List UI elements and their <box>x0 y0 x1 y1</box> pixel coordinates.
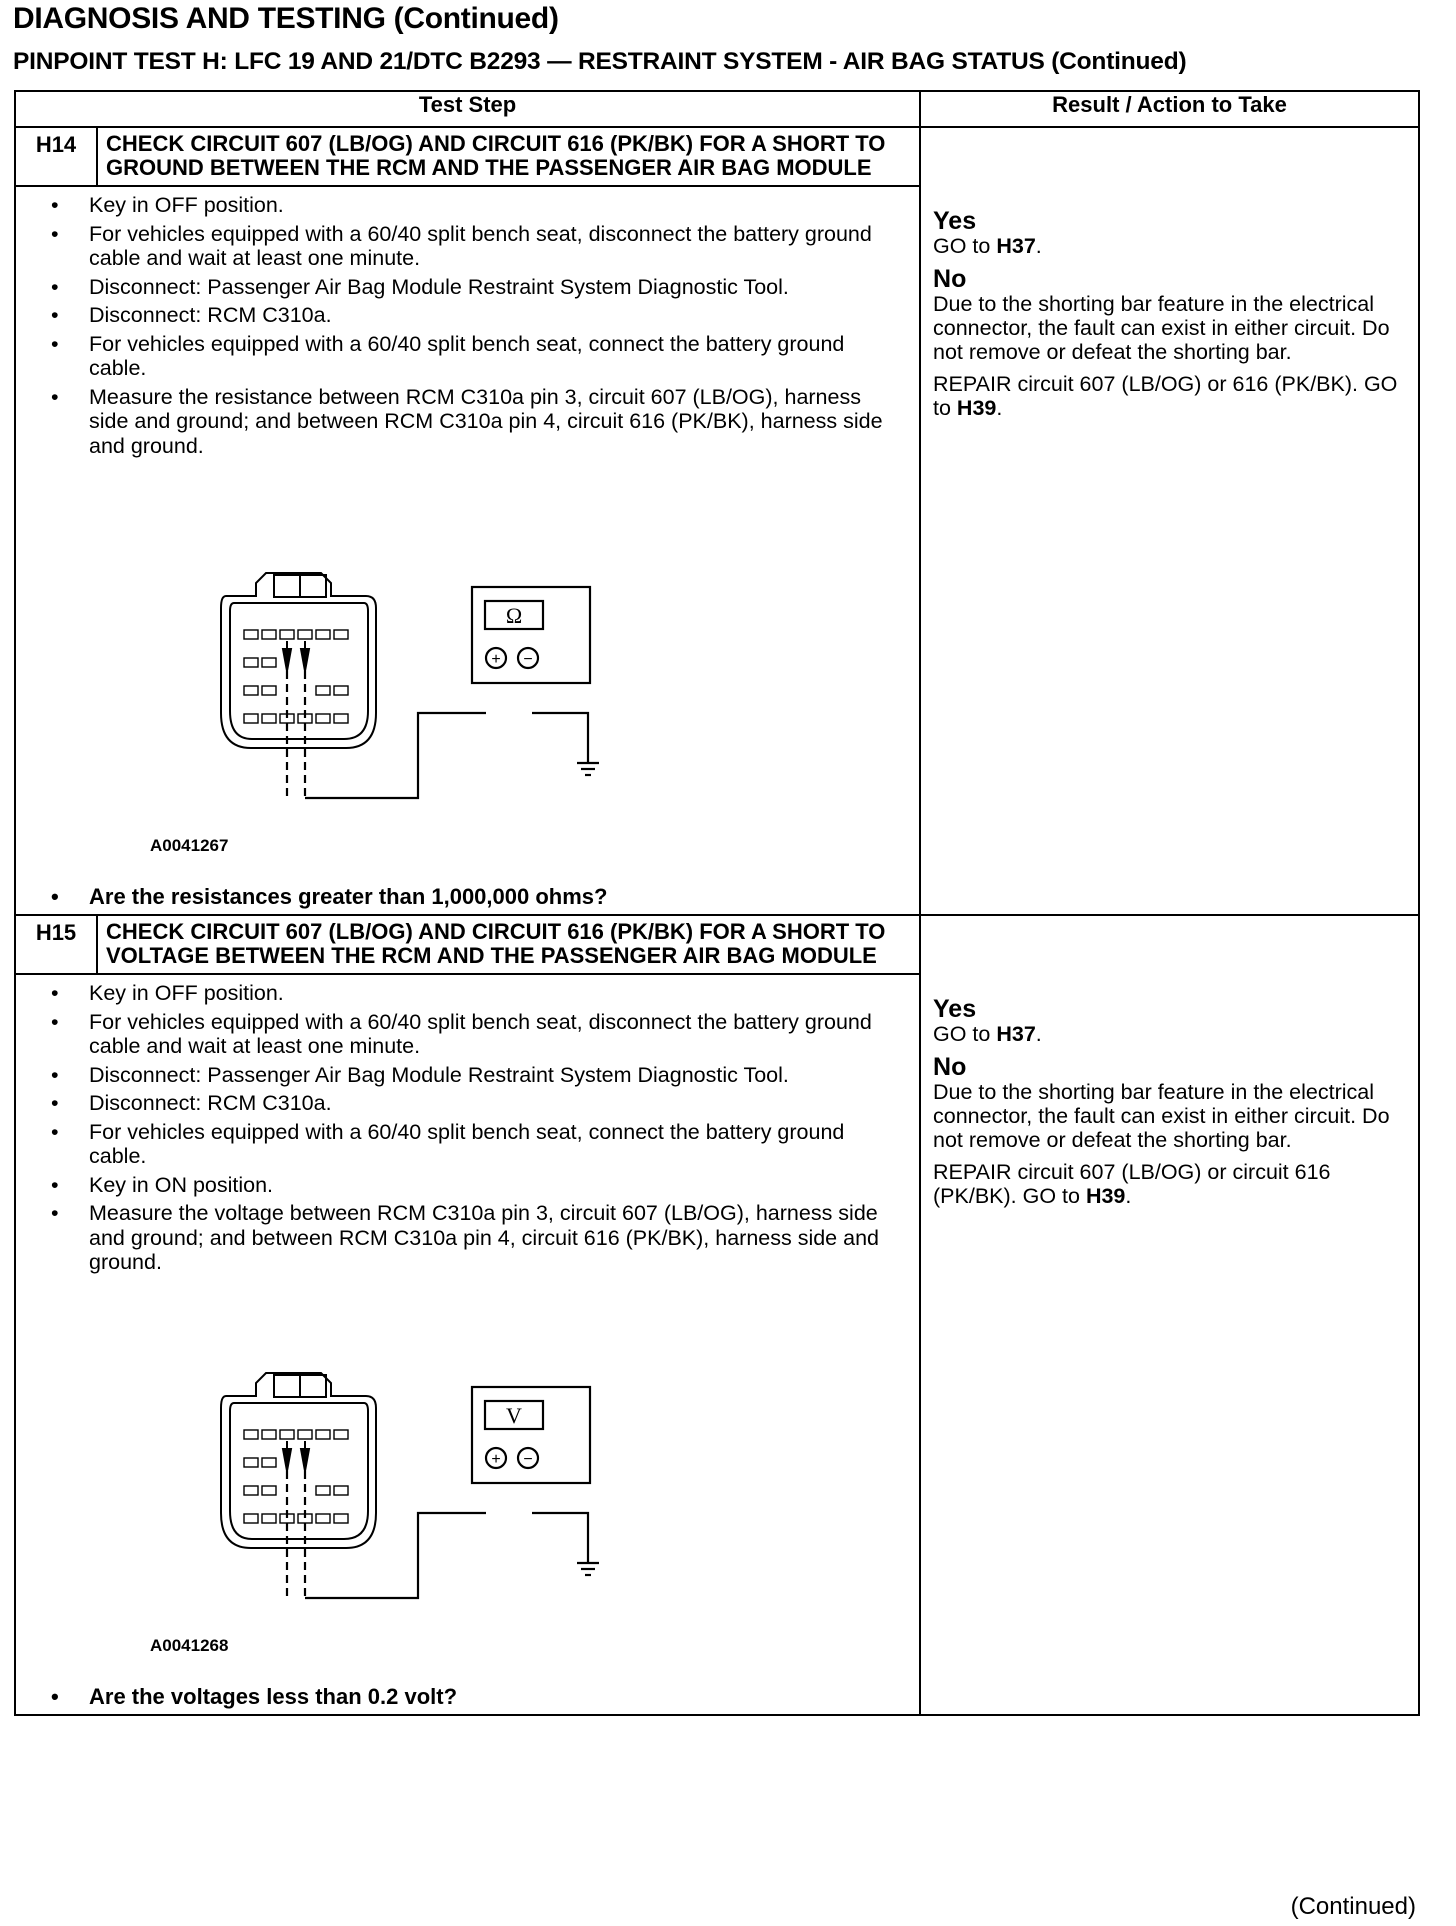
step-h14-heading: CHECK CIRCUIT 607 (LB/OG) AND CIRCUIT 616 (PK/BK) FOR A SHORT TO GROUND BETWEEN THE RCM AND THE PASSENGER AIR BAG MODULE <box>97 127 920 186</box>
list-item: • Measure the voltage between RCM C310a pin 3, circuit 607 (LB/OG), harness side and ground; and between RCM C310a pin 4, circuit 616 (PK/BK), harness side and ground. <box>89 1201 889 1275</box>
step-h14-yes-text: GO to H37. <box>933 234 1042 258</box>
step-h15-yes-text: GO to H37. <box>933 1022 1042 1046</box>
list-item: • Key in ON position. <box>89 1173 889 1198</box>
list-item: • Measure the resistance between RCM C310a pin 3, circuit 607 (LB/OG), harness side and ground; and between RCM C310a pin 4, circuit 616 (PK/BK), harness side and ground. <box>89 385 889 459</box>
list-item: • Key in OFF position. <box>89 193 889 218</box>
step-h15-heading-row <box>15 915 1419 974</box>
meter-symbol-text: V <box>506 1402 522 1428</box>
step-h14-id: H14 <box>15 127 97 186</box>
step-h15-yes-ref: H37 <box>996 1022 1036 1046</box>
meter-lead-negative <box>532 713 588 763</box>
meter-plus-text: + <box>491 651 501 668</box>
list-item: • Disconnect: RCM C310a. <box>89 303 889 328</box>
step-h15-result <box>920 915 1419 1715</box>
step-h15-heading: CHECK CIRCUIT 607 (LB/OG) AND CIRCUIT 616 (PK/BK) FOR A SHORT TO VOLTAGE BETWEEN THE RCM AND THE PASSENGER AIR BAG MODULE <box>97 915 920 974</box>
meter-minus-text: − <box>523 651 533 668</box>
step-h15-id: H15 <box>15 915 97 974</box>
step-h14-question: • Are the resistances greater than 1,000,000 ohms? <box>16 884 919 910</box>
step-h15-yes-label: Yes <box>933 995 977 1023</box>
step-h14-no-label: No <box>933 265 967 293</box>
step-h14-repair-text: REPAIR circuit 607 (LB/OG) or 616 (PK/BK). GO to H39. <box>933 372 1398 420</box>
connector-voltmeter-diagram <box>206 1363 726 1618</box>
test-step-column-header: Test Step <box>15 91 920 127</box>
table-header-row <box>15 91 1419 127</box>
result-column-header: Result / Action to Take <box>920 91 1419 127</box>
step-h14-body <box>15 186 920 915</box>
step-h14-no-text: Due to the shorting bar feature in the electrical connector, the fault can exist in either circuit. Do not remove or defeat the shorting bar. <box>933 292 1390 364</box>
continued-footer: (Continued) <box>1290 1893 1416 1920</box>
meter-lead-positive <box>305 713 486 798</box>
meter-symbol-text: Ω <box>505 603 523 628</box>
pinpoint-test-title: PINPOINT TEST H: LFC 19 AND 21/DTC B2293 — RESTRAINT SYSTEM - AIR BAG STATUS (Continued) <box>13 48 1187 75</box>
probe-leads <box>287 671 305 798</box>
page-title: DIAGNOSIS AND TESTING (Continued) <box>13 2 559 35</box>
step-h15-repair-ref: H39 <box>1085 1184 1126 1208</box>
list-item: • Key in OFF position. <box>89 981 889 1006</box>
list-item: • Disconnect: RCM C310a. <box>89 1091 889 1116</box>
step-h14-yes-ref: H37 <box>996 234 1036 258</box>
meter-lead-positive <box>305 1513 486 1598</box>
step-h15-figure-id: A0041268 <box>150 1635 229 1655</box>
step-h15-question: • Are the voltages less than 0.2 volt? <box>16 1684 919 1710</box>
test-probes <box>283 1441 309 1471</box>
connector-pin-grid <box>244 630 348 723</box>
step-h14-repair-ref: H39 <box>956 396 997 420</box>
connector-pin-grid <box>244 1430 348 1523</box>
connector-ohmmeter-diagram <box>206 563 726 818</box>
step-h15-action-list <box>16 975 919 1275</box>
meter-plus-text: + <box>491 1450 501 1468</box>
list-item: • For vehicles equipped with a 60/40 split bench seat, disconnect the battery ground cable and wait at least one minute. <box>89 1010 889 1059</box>
step-h14-result <box>920 127 1419 915</box>
meter-lead-negative <box>532 1513 588 1563</box>
step-h15-repair-text: REPAIR circuit 607 (LB/OG) or circuit 616 (PK/BK). GO to H39. <box>933 1160 1331 1208</box>
list-item: • For vehicles equipped with a 60/40 split bench seat, connect the battery ground cable. <box>89 1120 889 1169</box>
step-h14-heading-row <box>15 127 1419 186</box>
step-h15-no-text: Due to the shorting bar feature in the electrical connector, the fault can exist in either circuit. Do not remove or defeat the shorting bar. <box>933 1080 1390 1152</box>
step-h14-action-list <box>16 187 919 458</box>
step-h15-no-label: No <box>933 1053 967 1081</box>
list-item: • Disconnect: Passenger Air Bag Module Restraint System Diagnostic Tool. <box>89 1063 889 1088</box>
list-item: • For vehicles equipped with a 60/40 split bench seat, disconnect the battery ground cable and wait at least one minute. <box>89 222 889 271</box>
list-item: • For vehicles equipped with a 60/40 split bench seat, connect the battery ground cable. <box>89 332 889 381</box>
step-h14-figure-id: A0041267 <box>150 836 229 855</box>
meter-minus-text: − <box>523 1450 533 1468</box>
step-h14-yes-label: Yes <box>933 207 977 235</box>
probe-leads <box>287 1471 305 1598</box>
step-h14-figure <box>206 563 726 818</box>
step-h15-figure <box>206 1363 726 1618</box>
test-probes <box>283 641 309 671</box>
pinpoint-test-table <box>14 90 1420 1716</box>
step-h15-body <box>15 974 920 1715</box>
list-item: • Disconnect: Passenger Air Bag Module Restraint System Diagnostic Tool. <box>89 275 889 300</box>
